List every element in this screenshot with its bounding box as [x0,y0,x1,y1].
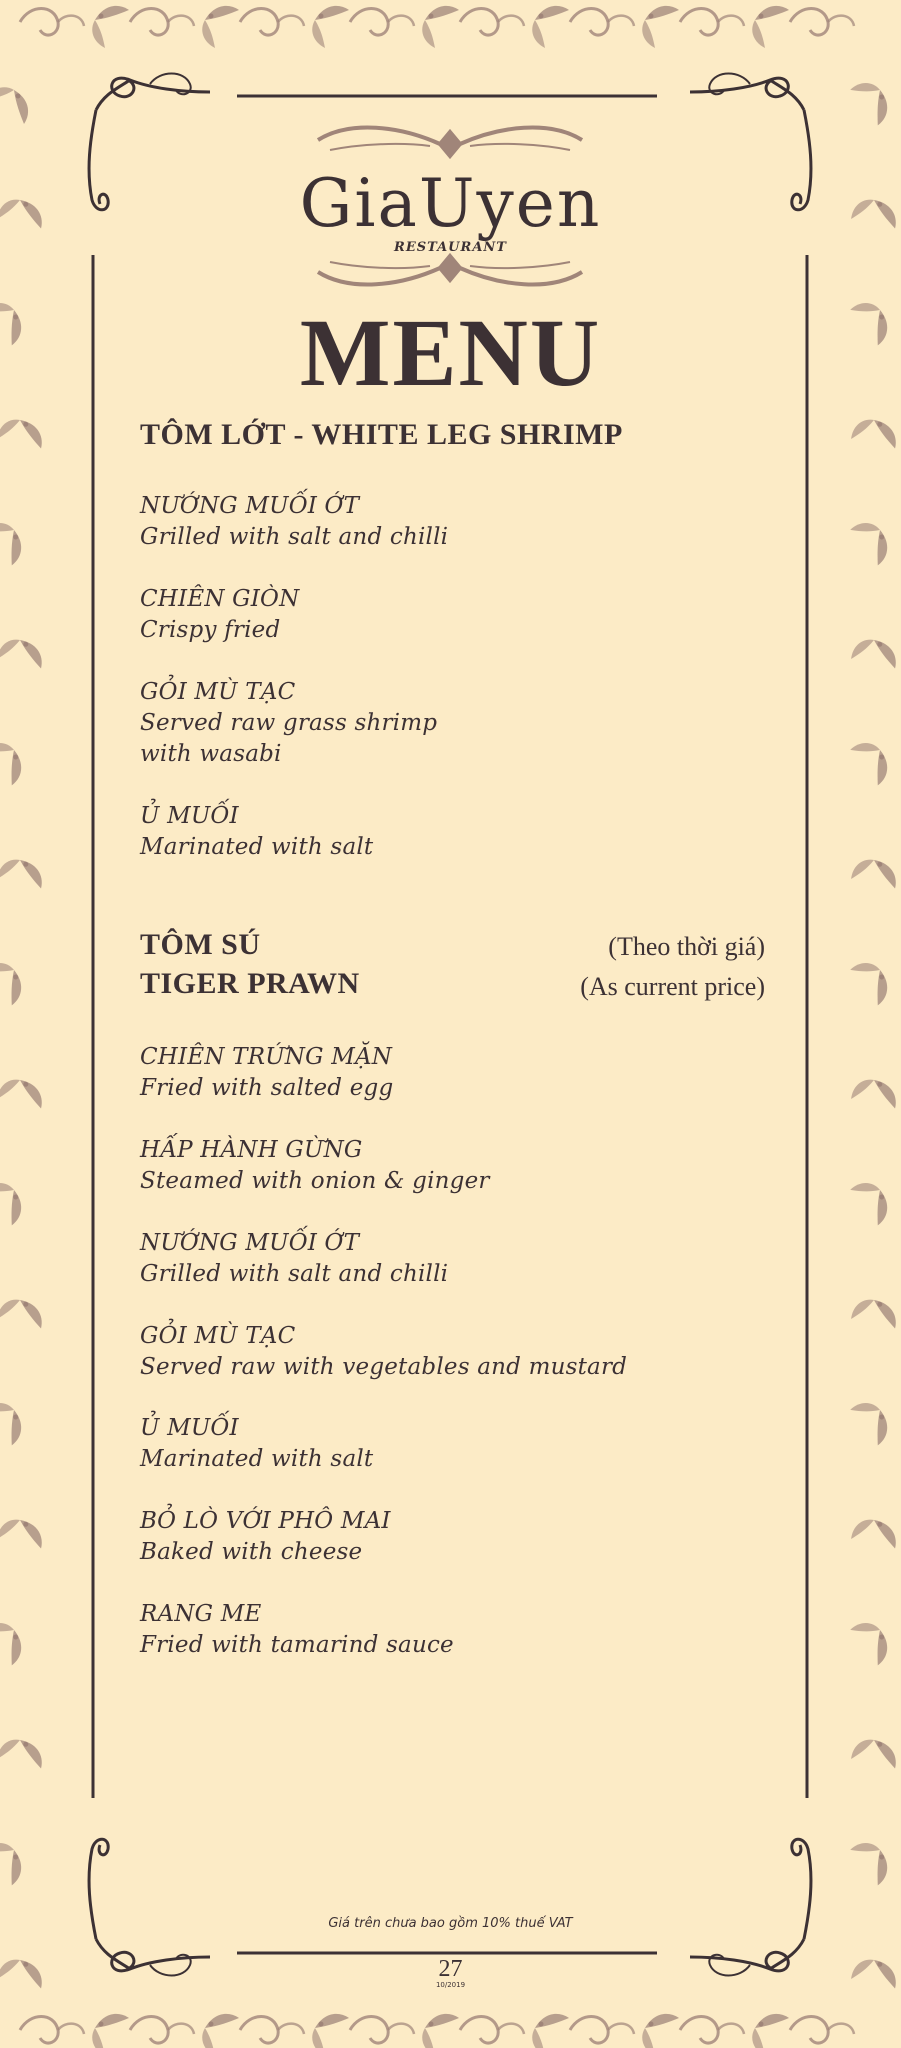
item-name-en-line-2: with wasabi [140,741,282,767]
section-heading-vn-tiger-prawn: TÔM SÚ [140,928,261,961]
item-name-vn: NƯỚNG MUỐI ỚT [140,493,360,519]
item-name-vn: CHIÊN TRỨNG MẶN [140,1044,393,1070]
logo-ornament-bottom [318,256,582,284]
item-name-en: Marinated with salt [140,834,374,860]
item-name-en: Fried with salted egg [140,1075,394,1101]
vat-note: Giá trên chưa bao gồm 10% thuế VAT [328,1916,573,1931]
menu-item [140,491,448,553]
top-border-pattern [20,6,854,48]
item-name-en: Fried with tamarind sauce [140,1632,454,1658]
menu-item [140,1599,454,1661]
item-name-vn: HẤP HÀNH GỪNG [140,1137,363,1163]
menu-item [140,1413,373,1475]
menu-item [140,1042,393,1104]
item-name-vn: Ủ MUỐI [140,803,239,829]
section-heading-en-tiger-prawn: TIGER PRAWN [140,967,360,1000]
menu-item [140,1228,448,1290]
menu-item [140,1506,391,1568]
restaurant-subtitle: RESTAURANT [394,240,507,255]
item-name-vn: GỎI MÙ TẠC [140,679,296,705]
logo-ornament-top [318,128,582,156]
item-name-vn: GỎI MÙ TẠC [140,1323,296,1349]
restaurant-logo: GiaUyen [299,165,602,242]
menu-item [140,801,373,863]
item-name-vn: RANG ME [140,1601,262,1627]
item-name-vn: NƯỚNG MUỐI ỚT [140,1230,360,1256]
item-name-vn: BỎ LÒ VỚI PHÔ MAI [140,1508,391,1534]
bottom-border-pattern [20,2014,854,2048]
item-name-vn: CHIÊN GIÒN [140,586,300,612]
price-note-en: (As current price) [580,972,765,1001]
price-note-vn: (Theo thời giá) [608,932,765,961]
item-name-vn: Ủ MUỐI [140,1415,239,1441]
item-name-en: Steamed with onion & ginger [140,1168,490,1194]
menu-item [140,584,299,646]
page-date: 10/2019 [435,1981,466,1989]
menu-item [140,1135,490,1197]
item-name-en: Marinated with salt [140,1446,374,1472]
item-name-en: Served raw with vegetables and mustard [140,1354,628,1380]
item-name-en: Grilled with salt and chilli [140,524,449,550]
item-name-en: Served raw grass shrimp [140,710,438,736]
item-name-en: Grilled with salt and chilli [140,1261,449,1287]
section-heading-white-leg-shrimp: TÔM LỚT - WHITE LEG SHRIMP [140,418,623,451]
item-name-en: Baked with cheese [140,1539,363,1565]
menu-item [140,1321,627,1383]
item-name-en: Crispy fried [140,617,281,643]
page-number: 27 [438,1956,463,1982]
menu-item [140,677,437,770]
menu-title: MENU [299,299,602,406]
